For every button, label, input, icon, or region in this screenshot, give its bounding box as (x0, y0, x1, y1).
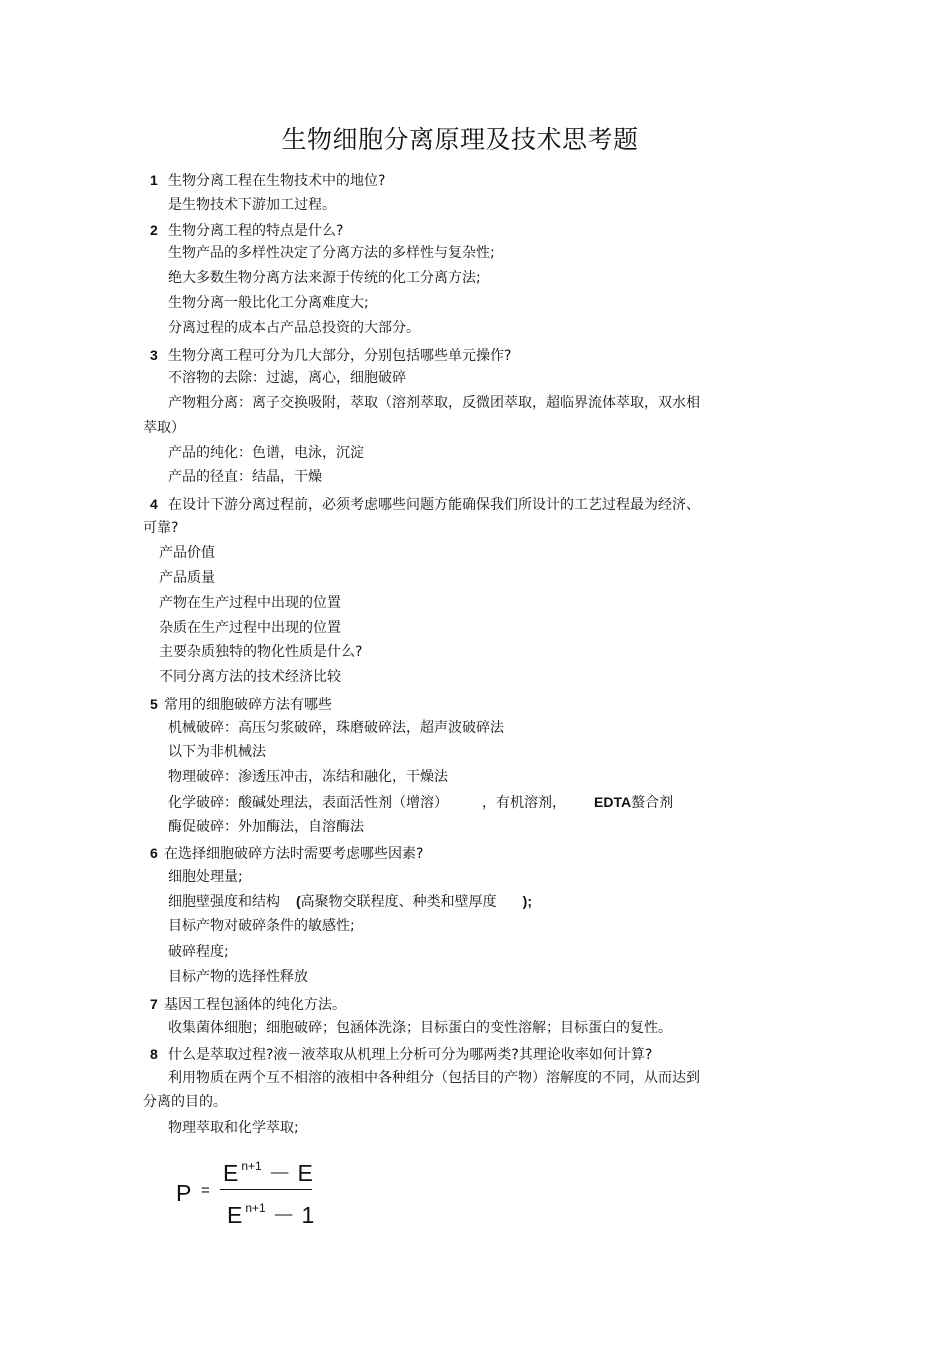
question-text: 基因工程包涵体的纯化方法。 (164, 997, 346, 1013)
formula-numerator (223, 1155, 313, 1188)
answer-line: 收集菌体细胞；细胞破碎；包涵体洗涤；目标蛋白的变性溶解；目标蛋白的复性。 (168, 1020, 672, 1036)
question-text: 生物分离工程可分为几大部分，分别包括哪些单元操作? (168, 348, 512, 364)
question-text: 在设计下游分离过程前，必须考虑哪些问题方能确保我们所设计的工艺过程最为经济、 (168, 497, 700, 513)
question-text: 生物分离工程在生物技术中的地位? (168, 173, 386, 189)
answer-segment: 细胞壁强度和结构 (168, 894, 280, 910)
formula-term: － 1 (272, 1202, 315, 1228)
question-6 (150, 843, 423, 864)
question-7 (150, 994, 346, 1015)
answer-line: 生物分离一般比化工分离难度大; (168, 295, 369, 311)
formula-denominator (227, 1197, 314, 1230)
answer-line: 主要杂质独特的物化性质是什么? (159, 644, 363, 660)
answer-line: 产品的径直：结晶，干燥 (168, 469, 322, 485)
answer-segment: ( (296, 893, 301, 909)
question-number: 6 (150, 845, 158, 861)
question-2 (150, 220, 343, 241)
answer-line: 生物产品的多样性决定了分离方法的多样性与复杂性; (168, 245, 495, 261)
formula-base: E (223, 1160, 239, 1186)
answer-line: 绝大多数生物分离方法来源于传统的化工分离方法; (168, 270, 481, 286)
answer-segment: ，有机溶剂， (482, 795, 566, 811)
answer-line: 产物粗分离：离子交换吸附，萃取（溶剂萃取，反微团萃取，超临界流体萃取，双水相 (168, 395, 700, 411)
question-text: 在选择细胞破碎方法时需要考虑哪些因素? (164, 846, 424, 862)
answer-line: 产品质量 (159, 570, 215, 586)
answer-line: 酶促破碎：外加酶法，自溶酶法 (168, 819, 364, 835)
answer-segment: 化学破碎：酸碱处理法，表面活性剂（增溶） (168, 795, 448, 811)
answer-line: 不同分离方法的技术经济比较 (159, 669, 341, 685)
question-number: 3 (150, 347, 158, 363)
answer-line: 目标产物的选择性释放 (168, 969, 308, 985)
answer-line: 机械破碎：高压匀浆破碎，珠磨破碎法，超声波破碎法 (168, 720, 504, 736)
answer-line: 分离的目的。 (143, 1094, 227, 1110)
question-8 (150, 1044, 652, 1065)
question-number: 7 (150, 996, 158, 1012)
question-text: 什么是萃取过程?液－液萃取从机理上分析可分为哪两类?其理论收率如何计算? (168, 1047, 653, 1063)
formula-term: － E (268, 1160, 313, 1186)
answer-line: 产品的纯化：色谱，电泳，沉淀 (168, 445, 364, 461)
question-1 (150, 170, 385, 191)
answer-line: 萃取） (143, 420, 185, 436)
formula-exponent: n+1 (241, 1159, 262, 1173)
fraction-bar (220, 1189, 312, 1190)
formula-equals: = (201, 1182, 210, 1199)
answer-line: 破碎程度; (168, 944, 229, 960)
answer-line: 分离过程的成本占产品总投资的大部分。 (168, 320, 420, 336)
answer-line: 产物在生产过程中出现的位置 (159, 595, 341, 611)
answer-line: 杂质在生产过程中出现的位置 (159, 620, 341, 636)
answer-line: 细胞处理量; (168, 869, 243, 885)
question-4 (150, 494, 700, 515)
question-3 (150, 345, 511, 366)
question-text: 生物分离工程的特点是什么? (168, 223, 344, 239)
answer-line: 物理破碎：渗透压冲击，冻结和融化，干燥法 (168, 769, 448, 785)
question-number: 5 (150, 696, 158, 712)
question-5 (150, 694, 332, 715)
answer-line-wall (168, 891, 532, 912)
question-number: 1 (150, 172, 158, 188)
question-text-continued: 可靠? (143, 520, 179, 536)
formula-lhs: P (176, 1180, 192, 1206)
answer-line: 产品价值 (159, 545, 215, 561)
formula-base: E (227, 1202, 243, 1228)
answer-line: 物理萃取和化学萃取; (168, 1120, 299, 1136)
answer-segment: 螯合剂 (631, 795, 674, 811)
answer-line: 以下为非机械法 (168, 744, 266, 760)
page-title: 生物细胞分离原理及技术思考题 (281, 125, 639, 154)
answer-line-chemical (168, 792, 673, 813)
answer-line: 目标产物对破碎条件的敏感性; (168, 918, 355, 934)
formula-exponent: n+1 (245, 1201, 266, 1215)
question-number: 8 (150, 1046, 158, 1062)
answer-segment: ); (522, 893, 532, 909)
question-number: 4 (150, 496, 158, 512)
answer-line: 是生物技术下游加工过程。 (168, 197, 336, 213)
answer-line: 不溶物的去除：过滤，离心，细胞破碎 (168, 370, 406, 386)
question-number: 2 (150, 222, 158, 238)
answer-line: 利用物质在两个互不相溶的液相中各种组分（包括目的产物）溶解度的不同，从而达到 (168, 1070, 700, 1086)
answer-segment-bold: EDTA (594, 794, 632, 810)
yield-formula (170, 1150, 330, 1230)
question-text: 常用的细胞破碎方法有哪些 (164, 697, 332, 713)
answer-segment: 高聚物交联程度、种类和壁厚度 (300, 894, 497, 910)
